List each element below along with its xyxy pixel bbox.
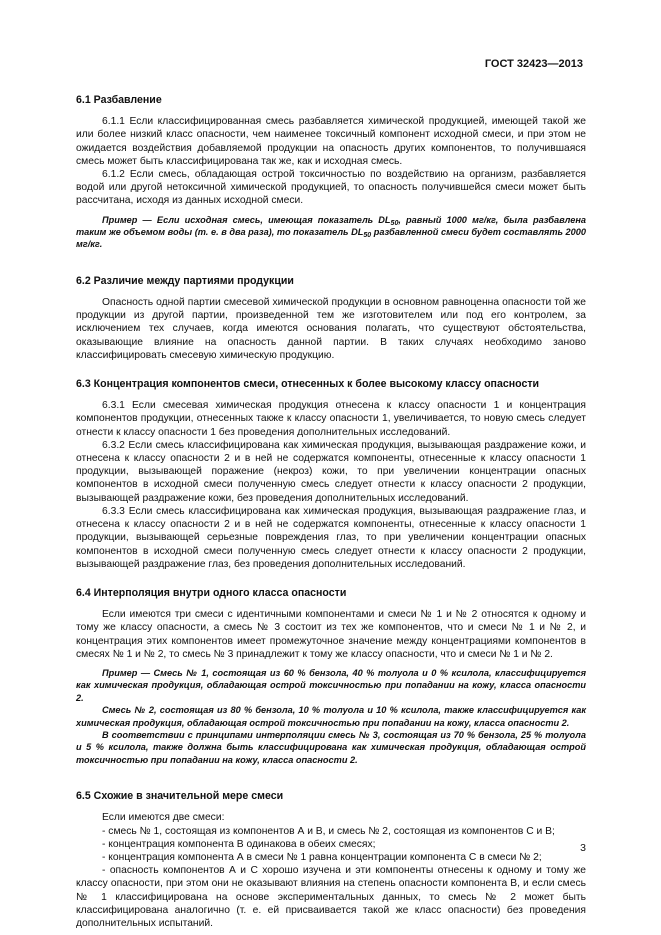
document-code: ГОСТ 32423—2013 (484, 58, 583, 70)
example-6-4-mix-2: Смесь № 2, состоящая из 80 % бензола, 10 % толуола и 10 % ксилола, также классифицируется как химическая продукция, обладающая острой токсичностью при попадании на кожу, класса опасности 2. (76, 705, 586, 728)
list-item: - опасность компонентов А и С хорошо изучена и эти компоненты отнесены к одному и тому же классу опасности, при этом они не оказывают влияния на степень опасности компонента В, и если смесь № 1 классифицирована на основе экспериментальных данных, то смесь № 2 может быть классифицирована аналогично (т. е. ей присваивается такой же класс опасности) без проведения дополнительных испытаний. (76, 865, 586, 929)
section-6-4-title: 6.4 Интерполяция внутри одного класса опасности (76, 586, 347, 599)
list-item: - концентрация компонента В одинакова в обеих смесях; (102, 838, 376, 850)
list-item: - смесь № 1, состоящая из компонентов А и В, и смесь № 2, состоящая из компонентов С и В; (102, 825, 555, 837)
paragraph-6-1-2: 6.1.2 Если смесь, обладающая острой токсичностью по воздействию на организм, разбавляется водой или другой нетоксичной химической продукцией, то опасность получившейся смеси может быть рассчитана, исходя из данных исходной смеси. (76, 169, 586, 207)
list-item: - концентрация компонента А в смеси № 1 равна концентрации компонента С в смеси № 2; (102, 851, 542, 863)
page-number: 3 (580, 842, 586, 854)
example-6-1 (76, 214, 586, 251)
paragraph-6-3-3: 6.3.3 Если смесь классифицирована как химическая продукция, вызывающая раздражение глаз, и отнесена к классу опасности 2 и в ней не содержатся компоненты, отнесенные к классу опасности 1 продукции, вызывающей серьезные повреждения глаз, то при увеличении концентрации опасных компонентов в исходной смеси полученную смесь следует отнести к классу опасности 2 продукции, вызывающей раздражение глаз, без проведения дополнительных исследований. (76, 505, 586, 570)
section-6-2-title: 6.2 Различие между партиями продукции (76, 274, 294, 287)
section-6-5-title: 6.5 Схожие в значительной мере смеси (76, 790, 284, 803)
subscript-50: 50 (390, 219, 399, 227)
example-6-4-mix-1: Пример — Смесь № 1, состоящая из 60 % бензола, 40 % толуола и 0 % ксилола, классифицируется как химическая продукция, обладающая острой токсичностью при попадании на кожу, класса опасности 2. (76, 667, 586, 703)
example-6-1-part-b: , равный 1000 мг/кг, была разбавлена таким же объемом воды (т. е. в два раза), то показатель DL (76, 214, 586, 238)
section-6-1-title: 6.1 Разбавление (76, 94, 162, 106)
page-content (76, 88, 586, 930)
example-6-4-mix-3: В соответствии с принципами интерполяции смесь № 3, состоящая из 70 % бензола, 25 % толуола и 5 % ксилола, также должна быть классифицирована как химическая продукция, обладающая острой токсичностью при попадании на кожу, класса опасности 2. (76, 729, 586, 765)
paragraph-6-2: Опасность одной партии смесевой химической продукции в основном равноценна опасности той же продукции из другой партии, произведенной тем же изготовителем или под его контролем, за исключением тех случаев, когда имеются основания полагать, что существуют обстоятельства, оказывающие влияние на опасность данной партии. В таких случаях необходимо заново классифицировать смесевую химическую продукцию. (76, 297, 586, 361)
section-6-3-title: 6.3 Концентрация компонентов смеси, отнесенных к более высокому классу опасности (76, 378, 540, 391)
subscript-50: 50 (363, 232, 372, 240)
paragraph-6-3-2: 6.3.2 Если смесь классифицирована как химическая продукция, вызывающая раздражение кожи, и отнесена к классу опасности 2 и в ней не содержатся компоненты, отнесенные к классу опасности 1 продукции, вызывающей поражение (некроз) кожи, то при увеличении концентрации опасных компонентов в исходной смеси полученную смесь следует отнести к классу опасности 2 продукции, вызывающей раздражение кожи, без проведения дополнительных исследований. (76, 439, 586, 504)
paragraph-6-3-1: 6.3.1 Если смесевая химическая продукция отнесена к классу опасности 1 и концентрация компонентов продукции, отнесенных также к классу опасности 1, увеличивается, то новую смесь следует отнести к классу опасности 1 без проведения дополнительных исследований. (76, 400, 586, 438)
example-6-1-part-c: разбавленной смеси будет составлять 2000 мг/кг. (76, 227, 586, 250)
example-6-1-part-a: Пример — Если исходная смесь, имеющая показатель DL (102, 214, 391, 225)
list-intro: Если имеются две смеси: (102, 812, 225, 824)
section-6-5-list (76, 811, 586, 930)
paragraph-6-1-1: 6.1.1 Если классифицированная смесь разбавляется химической продукцией, имеющей такой же или более низкий класс опасности, чем наименее токсичный компонент исходной смеси, и при этом не ожидается воздействия добавляемой продукции на опасность других компонентов, то получившаяся смесь может быть классифицирована так же, как и исходная смесь. (76, 116, 586, 167)
paragraph-6-4: Если имеются три смеси с идентичными компонентами и смеси № 1 и № 2 относятся к одному и тому же классу опасности, а смесь № 3 состоит из тех же компонентов, что и смеси № 1 и № 2, и концентрация этих компонентов имеет промежуточное значение между концентрациями компонентов в смесях № 1 и № 2, то смесь № 3 принадлежит к тому же классу опасности, что и смеси № 1 и № 2. (76, 609, 586, 660)
